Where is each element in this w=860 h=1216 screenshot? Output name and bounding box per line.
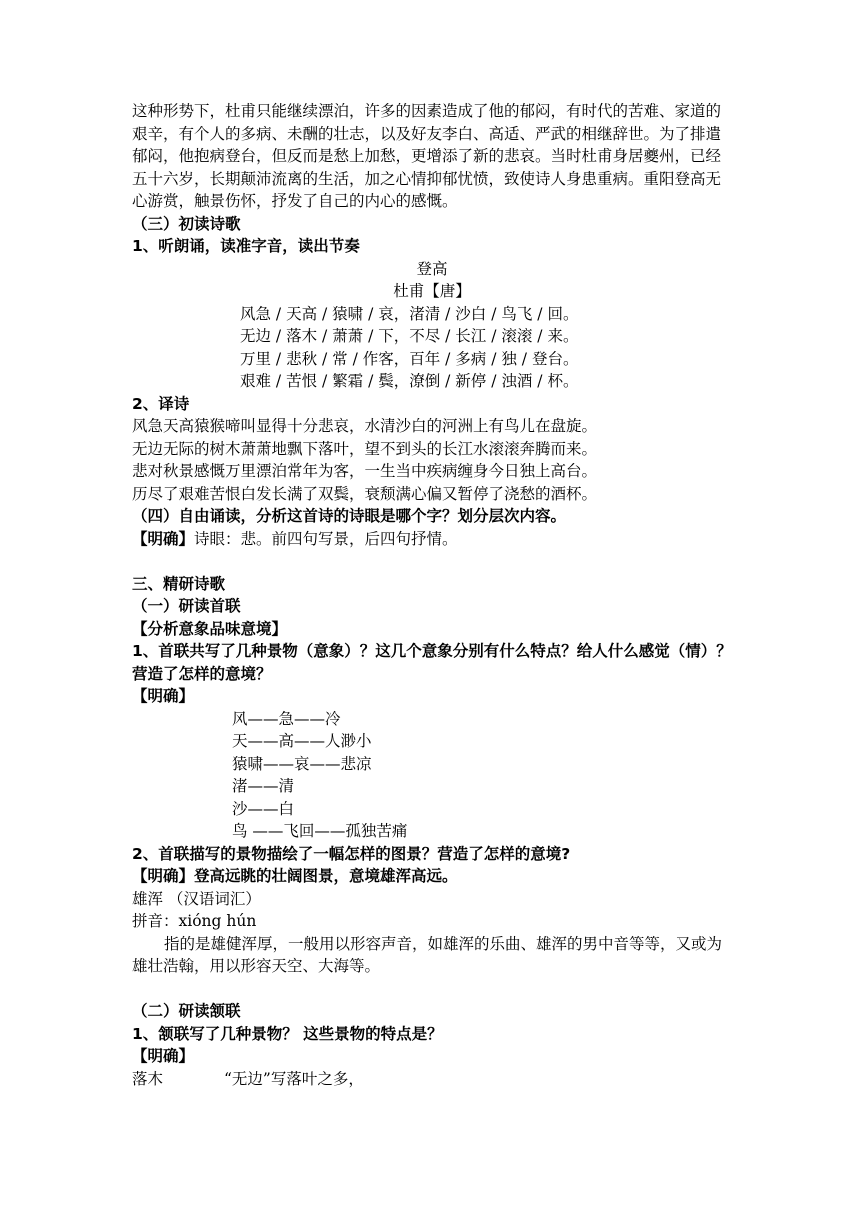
- row-text: “无边”写落叶之多，: [224, 1069, 364, 1088]
- translation-line: 历尽了艰难苦恨白发长满了双鬓，衰颓满心偏又暂停了浇愁的酒杯。: [132, 484, 598, 503]
- poem-line: 万里 / 悲秋 / 常 / 作客，百年 / 多病 / 独 / 登台。: [240, 349, 579, 368]
- answer: 【明确】登高远眺的壮阔图景，意境雄浑高远。: [132, 867, 458, 885]
- pinyin: 拼音：xióng hún: [132, 912, 257, 930]
- answer-label: 【明确】: [132, 1047, 195, 1065]
- imagery-item: 沙——白: [232, 799, 295, 818]
- poem-author: 杜甫【唐】: [393, 282, 471, 300]
- bracket-heading: 【分析意象品味意境】: [132, 619, 288, 638]
- poem-line: 无边 / 落木 / 萧萧 / 下，不尽 / 长江 / 滚滚 / 来。: [240, 327, 579, 345]
- term: 雄浑 （汉语词汇）: [132, 889, 261, 908]
- question: 1、首联共写了几种景物（意象）？这几个意象分别有什么特点？给人什么感觉（情）？营造了怎样的意境？: [132, 642, 732, 683]
- intro-paragraph: 这种形势下，杜甫只能继续漂泊，许多的因素造成了他的郁闷，有时代的苦难、家道的艰辛，有个人的多病、未酬的壮志，以及好友李白、高适、严武的相继辞世。为了排遣郁闷，他抱病登台，但反而是愁上加愁，更增添了新的悲哀。当时杜甫身居夔州，已经五十六岁，长期颠沛流离的生活，加之心情抑郁忧愤，致使诗人身患重病。重阳登高无心游赏，触景伤怀，抒发了自己的内心的感慨。: [132, 102, 722, 210]
- imagery-item: 鸟 ——飞回——孤独苦痛: [232, 822, 408, 840]
- translation-line: 无边无际的树木萧萧地飘下落叶，望不到头的长江水滚滚奔腾而来。: [132, 439, 598, 458]
- answer-label: 【明确】: [132, 529, 195, 548]
- definition: 指的是雄健浑厚，一般用以形容声音，如雄浑的乐曲、雄浑的男中音等等，又或为雄壮浩翰，用以形容天空、大海等。: [132, 934, 723, 975]
- imagery-item: 渚——清: [232, 777, 295, 795]
- subsection-heading: （二）研读颔联: [132, 1002, 241, 1020]
- row-label: 落木: [132, 1069, 164, 1088]
- poem-line: 艰难 / 苦恨 / 繁霜 / 鬓，潦倒 / 新停 / 浊酒 / 杯。: [240, 372, 579, 390]
- translation-line: 悲对秋景感慨万里漂泊常年为客，一生当中疾病缠身今日独上高台。: [132, 462, 598, 480]
- document-page: [132, 100, 732, 1090]
- imagery-item: 天——高——人渺小: [232, 732, 372, 750]
- question: 1、颔联写了几种景物？ 这些景物的特点是？: [132, 1024, 443, 1043]
- answer: [132, 528, 732, 551]
- section-heading: （四）自由诵读，分析这首诗的诗眼是哪个字？划分层次内容。: [132, 507, 567, 525]
- poem-title: 登高: [416, 259, 448, 278]
- part-heading: 三、精研诗歌: [132, 574, 226, 593]
- question: 1、听朗诵，读准字音，读出节奏: [132, 237, 360, 255]
- section-heading: （三）初读诗歌: [132, 214, 241, 233]
- translation-line: 风急天高猿猴啼叫显得十分悲哀，水清沙白的河洲上有鸟儿在盘旋。: [132, 417, 598, 435]
- imagery-item: 猿啸——哀——悲凉: [232, 754, 372, 773]
- question: 2、首联描写的景物描绘了一幅怎样的图景？营造了怎样的意境?: [132, 844, 571, 863]
- imagery-item: 风——急——冷: [232, 709, 341, 728]
- spacer: [132, 978, 732, 1001]
- table-row: [132, 1068, 732, 1091]
- subsection-heading: （一）研读首联: [132, 597, 241, 615]
- question: 2、译诗: [132, 394, 190, 413]
- poem-line: 风急 / 天高 / 猿啸 / 哀，渚清 / 沙白 / 鸟飞 / 回。: [240, 304, 579, 323]
- answer-text: 诗眼：悲。前四句写景，后四句抒情。: [194, 529, 458, 548]
- spacer: [132, 550, 732, 573]
- answer-label: 【明确】: [132, 687, 195, 705]
